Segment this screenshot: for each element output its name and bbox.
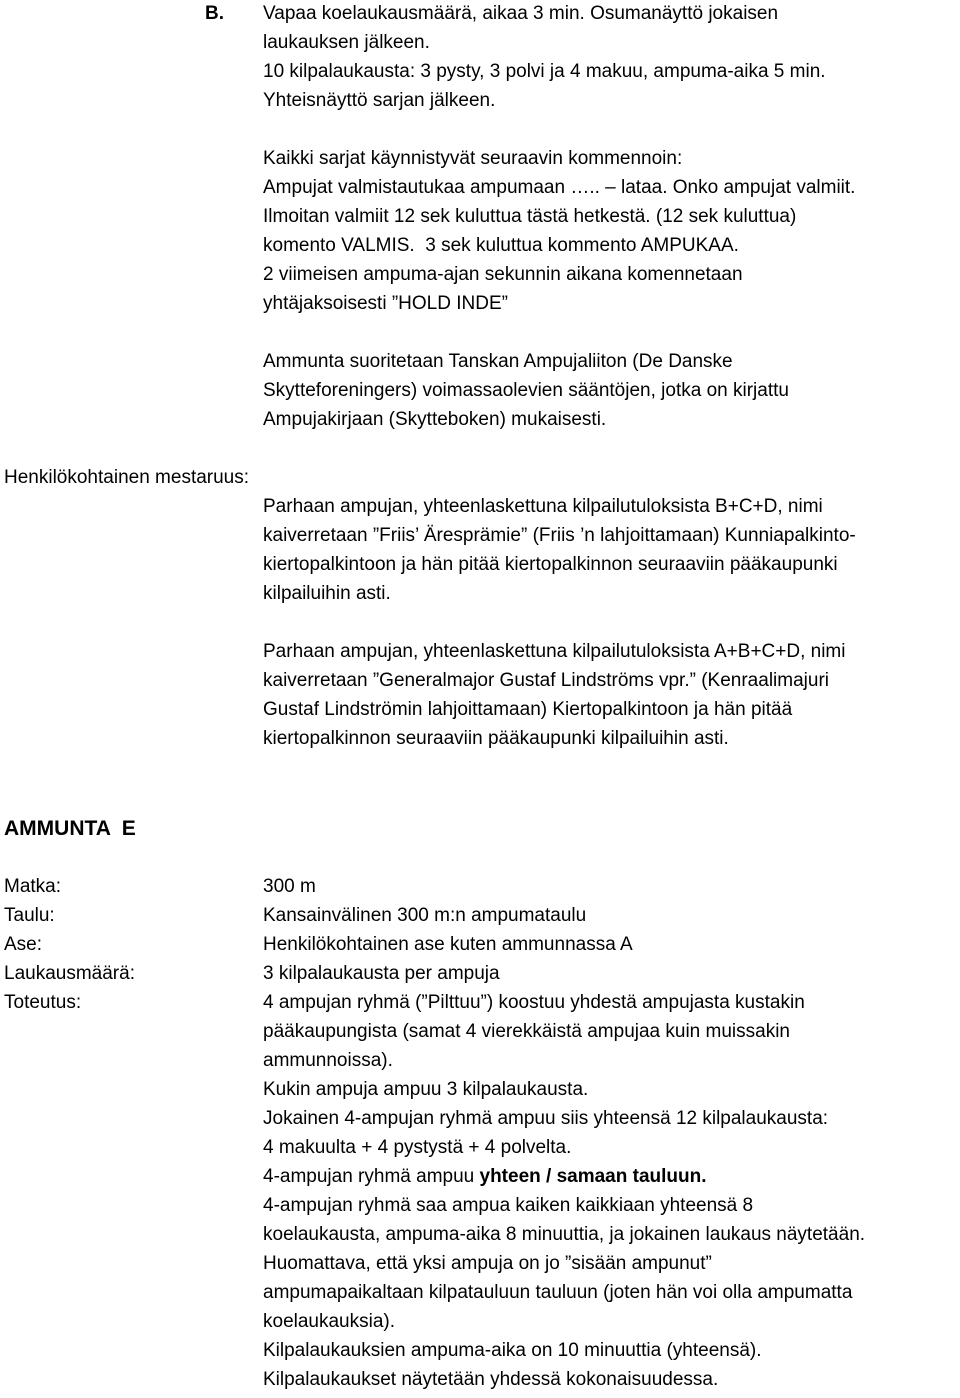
- section-b-line: 2 viimeisen ampuma-ajan sekunnin aikana komennetaan: [263, 264, 743, 285]
- section-b-line: Ilmoitan valmiit 12 sek kuluttua tästä hetkestä. (12 sek kuluttua): [263, 206, 797, 227]
- section-b-line: Skytteforeningers) voimassaolevien sääntöjen, jotka on kirjattu: [263, 380, 789, 401]
- section-b-line: 10 kilpalaukausta: 3 pysty, 3 polvi ja 4 makuu, ampuma-aika 5 min.: [263, 61, 826, 82]
- field-value-ase: Henkilökohtainen ase kuten ammunnassa A: [263, 934, 633, 955]
- field-label-matka: Matka:: [4, 876, 62, 897]
- toteutus-line: 4-ampujan ryhmä saa ampua kaiken kaikkiaan yhteensä 8: [263, 1195, 754, 1216]
- toteutus-bold-line-prefix: 4-ampujan ryhmä ampuu: [263, 1166, 480, 1187]
- toteutus-bold-line: [263, 1166, 707, 1188]
- field-value-laukausmaara: 3 kilpalaukausta per ampuja: [263, 963, 500, 984]
- section-b-line: Ampujakirjaan (Skytteboken) mukaisesti.: [263, 409, 607, 430]
- field-label-taulu: Taulu:: [4, 905, 55, 926]
- personal-para2-line: Gustaf Lindströmin lahjoittamaan) Kiertopalkintoon ja hän pitää: [263, 699, 793, 720]
- section-b-line: komento VALMIS. 3 sek kuluttua kommento AMPUKAA.: [263, 235, 739, 256]
- field-value-matka: 300 m: [263, 876, 316, 897]
- toteutus-line: Kilpalaukaukset näytetään yhdessä kokonaisuudessa.: [263, 1369, 719, 1390]
- personal-para1-line: kilpailuihin asti.: [263, 583, 391, 604]
- field-value-toteutus: 4 ampujan ryhmä (”Pilttuu”) koostuu yhdestä ampujasta kustakin: [263, 992, 805, 1013]
- field-label-toteutus: Toteutus:: [4, 992, 82, 1013]
- personal-para2-line: kaiverretaan ”Generalmajor Gustaf Lindströms vpr.” (Kenraalimajuri: [263, 670, 829, 691]
- field-label-ase: Ase:: [4, 934, 43, 955]
- toteutus-line: 4 makuulta + 4 pystystä + 4 polvelta.: [263, 1137, 572, 1158]
- personal-para2-line: Parhaan ampujan, yhteenlaskettuna kilpailutuloksista A+B+C+D, nimi: [263, 641, 846, 662]
- section-b-line: Ammunta suoritetaan Tanskan Ampujaliiton (De Danske: [263, 351, 733, 372]
- section-b-line: Kaikki sarjat käynnistyvät seuraavin kommennoin:: [263, 148, 683, 169]
- section-b-line: yhtäjaksoisesti ”HOLD INDE”: [263, 293, 508, 314]
- personal-para1-line: kaiverretaan ”Friis’ Äresprämie” (Friis ’n lahjoittamaan) Kunniapalkinto-: [263, 525, 856, 546]
- section-b-label: B.: [205, 3, 224, 24]
- toteutus-bold-line-emphasis: yhteen / samaan tauluun.: [479, 1166, 707, 1187]
- section-b-line: Vapaa koelaukausmäärä, aikaa 3 min. Osumanäyttö jokaisen: [263, 3, 779, 24]
- section-b-line: laukauksen jälkeen.: [263, 32, 430, 53]
- section-b-line: Yhteisnäyttö sarjan jälkeen.: [263, 90, 496, 111]
- personal-championship-label: Henkilökohtainen mestaruus:: [4, 467, 250, 488]
- personal-para1-line: Parhaan ampujan, yhteenlaskettuna kilpailutuloksista B+C+D, nimi: [263, 496, 823, 517]
- personal-para1-line: kiertopalkintoon ja hän pitää kiertopalkinnon seuraaviin pääkaupunki: [263, 554, 838, 575]
- field-label-laukausmaara: Laukausmäärä:: [4, 963, 135, 984]
- toteutus-line: ampumapaikaltaan kilpatauluun tauluun (joten hän voi olla ampumatta: [263, 1282, 853, 1303]
- section-b-line: Ampujat valmistautukaa ampumaan ….. – lataa. Onko ampujat valmiit.: [263, 177, 856, 198]
- toteutus-line: pääkaupungista (samat 4 vierekkäistä ampujaa kuin muissakin: [263, 1021, 790, 1042]
- section-e-heading: AMMUNTA E: [4, 817, 136, 840]
- personal-para2-line: kiertopalkinnon seuraaviin pääkaupunki kilpailuihin asti.: [263, 728, 729, 749]
- toteutus-line: koelaukauksia).: [263, 1311, 396, 1332]
- field-value-taulu: Kansainvälinen 300 m:n ampumataulu: [263, 905, 587, 926]
- toteutus-line: Jokainen 4-ampujan ryhmä ampuu siis yhteensä 12 kilpalaukausta:: [263, 1108, 829, 1129]
- toteutus-line: Kilpalaukauksien ampuma-aika on 10 minuuttia (yhteensä).: [263, 1340, 762, 1361]
- toteutus-line: Kukin ampuja ampuu 3 kilpalaukausta.: [263, 1079, 589, 1100]
- toteutus-line: ammunnoissa).: [263, 1050, 393, 1071]
- toteutus-line: Huomattava, että yksi ampuja on jo ”sisään ampunut”: [263, 1253, 712, 1274]
- toteutus-line: koelaukausta, ampuma-aika 8 minuuttia, ja jokainen laukaus näytetään.: [263, 1224, 866, 1245]
